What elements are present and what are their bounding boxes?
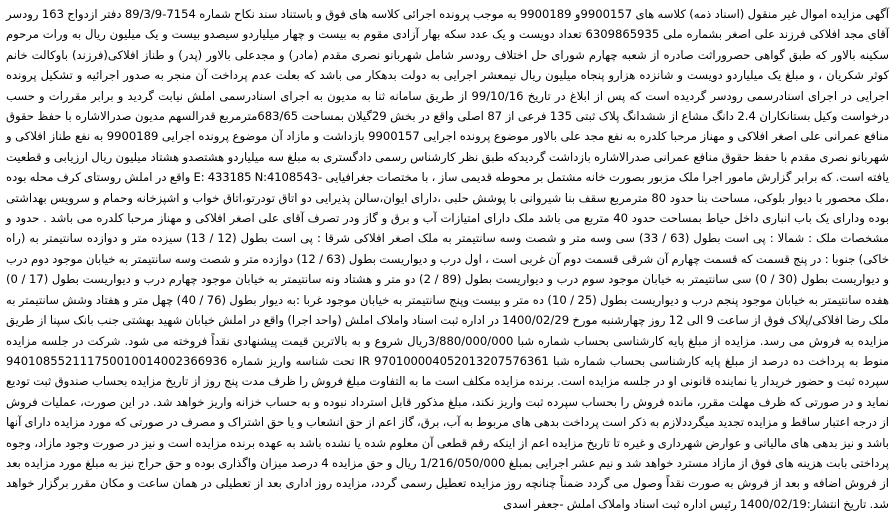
auction-notice-text: آگهی مزایده اموال غیر منقول (اسناد ذمه) کلاسه های 9900157و 9900189 به موجب پرونده اجرائی کلاسه های فوق و باستناد سند نکاح شماره 7154-89/3/9 دفتر ازدواج 163 رودسر آقای مجد افلاکی فرزند علی اصغر بشماره ملی 6309865935 تعداد دویست و یک عدد سکه بهار آزادی مقوم به بیست و چهار میلیاردو سیصدو بیست و یک میلیون ریال به ورات مرحوم سکینه بالاور که طبق گواهی حصروراثت صادره از شعبه چهارم شورای حل اختلاف رودسر شامل شهربانو نصری مقدم (مادر) و مجدعلی بالاور (پدر) و طناز افلاکی(فرزند) باوکالت خانم کوثر شکریان ، و مبلغ یک میلیاردو دویست و شانزده هزارو پنجاه میلیون ریال نیمعشر اجرایی به دولت بدهکار می باشد که بعلت عدم پرداخت آن منجر به صدور اجرائیه و تشکیل پرونده اجرایی در اجرای اسنادرسمی رودسر گردیده است که پس از ابلاغ در تاریخ 99/10/16 از طریق سامانه ثنا به مدیون به اجرای اسنادرسمی املش نیابت گردید و برابر مقررات و حسب درخواست وکیل بستانکاران 2.4 دانگ مشاع از ششدانگ پلاک ثبتی 135 فرعی از 87 اصلی واقع در بخش 29گیلان بمساحت 683/65مترمربع قدرالسهم مدیون صدرالاشاره با حفظ حقوق منافع عمرانی علی اصغر افلاکی و مهناز مرحبا کلدره به نفع مجد علی بالاور موضوع پرونده اجرایی 9900157 بازداشت و مازاد آن موضوع پرونده اجرایی 9900189 به نفع طناز افلاکی و شهربانو نصری مقدم با حفظ حقوق منافع عمرانی صدرالاشاره بازداشت گردیدکه طبق نظر کارشناس رسمی دادگستری به مبلغ سه میلیاردو هشتصدو هشتاد میلیون ریال ارزیابی و قطعیت یافته است. که برابر گزارش مامور اجرا ملک مزبور بصورت خانه مشتمل بر محوطه قدیمی ساز ، با مختصات جغرافیایی -E: 433185 N:4108543 واقع در املش روستای کرف محله بوده ،ملک محصور با دیوار بلوکی، مساحت بنا حدود 80 مترمربع سقف بنا شیروانی با پوشش حلبی ،دارای ایوان،سالن پذیرایی دو اتاق تودرتو،اتاق خواب و اشپزخانه وحمام و سرویس بهداشتی بوده ودارای یک باب انباری داخل حیاط بمساحت حدود 40 متربع می باشد ملک دارای امتیازات آب و برق و گاز ودر تصرف آقای علی اصغر افلاکی و مهناز مرحبا کلدره می باشد . حدود و مشخصات ملک : شمالا : پی است بطول (63 / 33) سی وسه متر و شصت وسه سانتیمتر به ملک اصغر افلاکی شرقا : پی است بطول (12 / 13) سیزده متر و دوازده سانتیمتر به (راه خاکی) جنوبا : در پنج قسمت که قسمت چهارم آن شرقی قسمت دوم آن غربی است ، اول درب و دیواریست بطول (63 / 12) دوازده متر و شصت وسه سانتیمتر به خیابان موجود دوم درب و دیواریست بطول (30 / 0) سی سانتیمتر به خیابان موجود سوم درب و دیواریست بطول (89 / 2) دو متر و هشتاد ونه سانتیمتر به خیابان موجود چهارم درب و دیواریست بطول (17 / 0) هفده سانتیمتر به خیابان موجود پنجم درب و دیواریست بطول (25 / 10) ده متر و بیست وپنج سانتیمتر به خیابان موجود غربا :به دیوار بطول (76 / 40) چهل متر و هفتاد وشش سانتیمتر به ملک رضا افلاکی/پلاک فوق از ساعت 9 الی 12 روز چهارشنبه مورخ 1400/02/29 در اداره ثبت اسناد واملاک املش (واحد اجرا) واقع در املش خیابان شهید بهشتی جنب بانک سپنا از طریق مزایده به فروش می رسد. مزایده از مبلغ پایه کارشناسی بحساب شماره شبا 3/880/000/000ریال شروع و به بالاترین قیمت پیشنهادی نقداً فروخته می شود. شرکت در جلسه مزایده منوط به پرداخت ده درصد از مبلغ پایه کارشناسی بحساب شماره شبا IR 970100004052013207576361 تحت شناسه واریز شماره 940108552111750010014002366936 سپرده ثبت و حضور خریدار یا نماینده قانونی او در جلسه مزایده است. برنده مزایده مکلف است ما به التفاوت مبلغ فروش را ظرف مدت پنج روز از تاریخ مزایده بحساب صندوق ثبت تودیع نماید و در صورتی که ظرف مهلت مقرر، مانده فروش را بحساب سپرده ثبت واریز نکند، مبلغ مذکور قابل استرداد نبوده و به حساب خزانه واریز خواهد شد. در این صورت، عملیات فروش از درجه اعتبار ساقط و مزایده تجدید میگرددلازم به ذکر است پرداخت بدهی های مربوط به آب، برق، گاز اعم از حق انشعاب و یا حق اشتراک و مصرف در صورتی که مورد مزایده دارای آنها باشد و نیز بدهی های مالیاتی و عوارض شهرداری و غیره تا تاریخ مزایده اعم از اینکه رقم قطعی آن معلوم شده یا نشده باشد به عهده برنده مزایده است و نیز در صورت وجود مازاد، وجوه پرداختی بابت هزینه های فوق از مازاد مسترد خواهد شد و نیم عشر اجرایی بمبلغ 1/216/050/000 ریال و حق مزایده 4 درصد میزان واگذاری بوده و حق حراج نیز به مبلغ مورد مزایده بعد از فروش اضافه و بعد از فروش به صورت نقداً وصول می گردد ضمناً چنانچه روز مزایده تعطیل رسمی گردد، مزایده روز اداری بعد از تعطیلی در همان ساعت و مکان مقرر برگزار خواهد شد. تاریخ انتشار:1400/02/19 رئیس اداره ثبت اسناد واملاک املش -جعفر اسدی bbox=[6, 7, 890, 511]
